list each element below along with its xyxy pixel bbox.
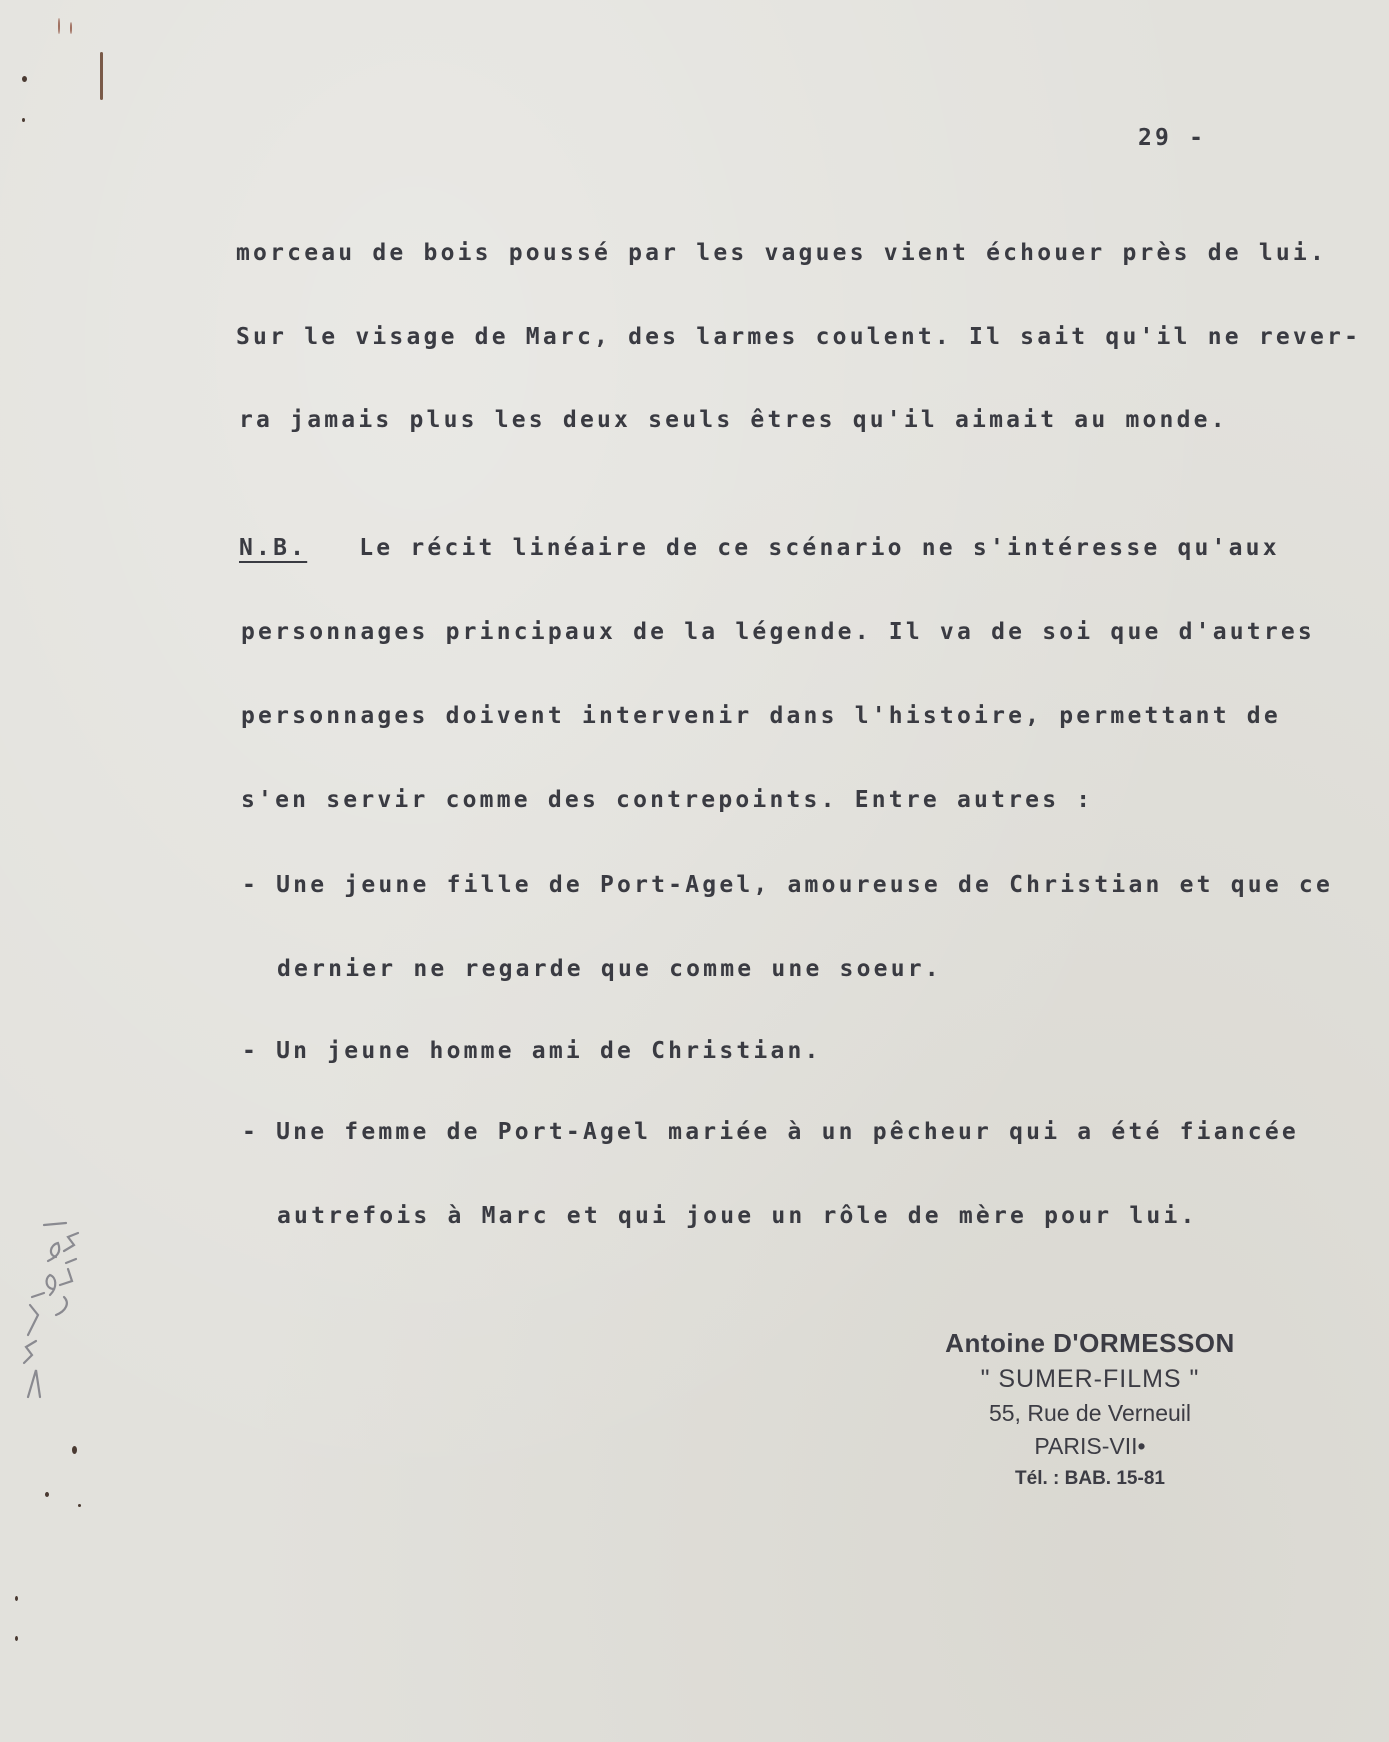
stain-speck xyxy=(22,76,27,82)
list-item-line: autrefois à Marc et qui joue un rôle de mère pour lui. xyxy=(277,1203,1198,1229)
list-item-line: - Un jeune homme ami de Christian. xyxy=(242,1038,822,1064)
stamp-street: 55, Rue de Verneuil xyxy=(988,1400,1192,1426)
nb-line: personnages principaux de la légende. Il va de soi que d'autres xyxy=(241,619,1315,645)
list-item-line: - Une femme de Port-Agel mariée à un pêcheur qui a été fiancée xyxy=(242,1119,1299,1145)
stamp-company: " SUMER-FILMS " xyxy=(980,1365,1200,1393)
nb-first-line xyxy=(239,535,1280,561)
paragraph-line: morceau de bois poussé par les vagues vient échouer près de lui. xyxy=(236,240,1328,266)
stain-speck xyxy=(15,1596,18,1601)
stain-speck xyxy=(72,1446,77,1454)
stain-speck xyxy=(22,118,25,122)
stain-mark xyxy=(100,52,103,100)
handwritten-archive-mark xyxy=(10,1165,90,1405)
nb-line: personnages doivent intervenir dans l'histoire, permettant de xyxy=(241,703,1281,729)
stamp-name: Antoine D'ORMESSON xyxy=(945,1328,1235,1358)
stain-speck xyxy=(15,1636,18,1641)
paragraph-line: ra jamais plus les deux seuls êtres qu'il aimait au monde. xyxy=(239,407,1228,433)
stamp-city: PARIS-VII• xyxy=(1034,1433,1146,1459)
stain-mark xyxy=(58,18,60,34)
stain-mark xyxy=(70,22,72,34)
nb-first-line-text: Le récit linéaire de ce scénario ne s'intéresse qu'aux xyxy=(359,535,1280,561)
stamp-phone: Tél. : BAB. 15-81 xyxy=(1015,1468,1165,1489)
stain-speck xyxy=(45,1492,49,1497)
nb-line: s'en servir comme des contrepoints. Entre autres : xyxy=(241,787,1094,813)
stain-speck xyxy=(78,1504,81,1507)
company-stamp xyxy=(870,1328,1310,1490)
page-number: 29 - xyxy=(1138,125,1207,151)
paragraph-line: Sur le visage de Marc, des larmes coulent. Il sait qu'il ne rever- xyxy=(236,324,1362,350)
nb-label: N.B. xyxy=(239,535,308,561)
list-item-line: dernier ne regarde que comme une soeur. xyxy=(277,956,942,982)
list-item-line: - Une jeune fille de Port-Agel, amoureuse de Christian et que ce xyxy=(242,872,1334,898)
